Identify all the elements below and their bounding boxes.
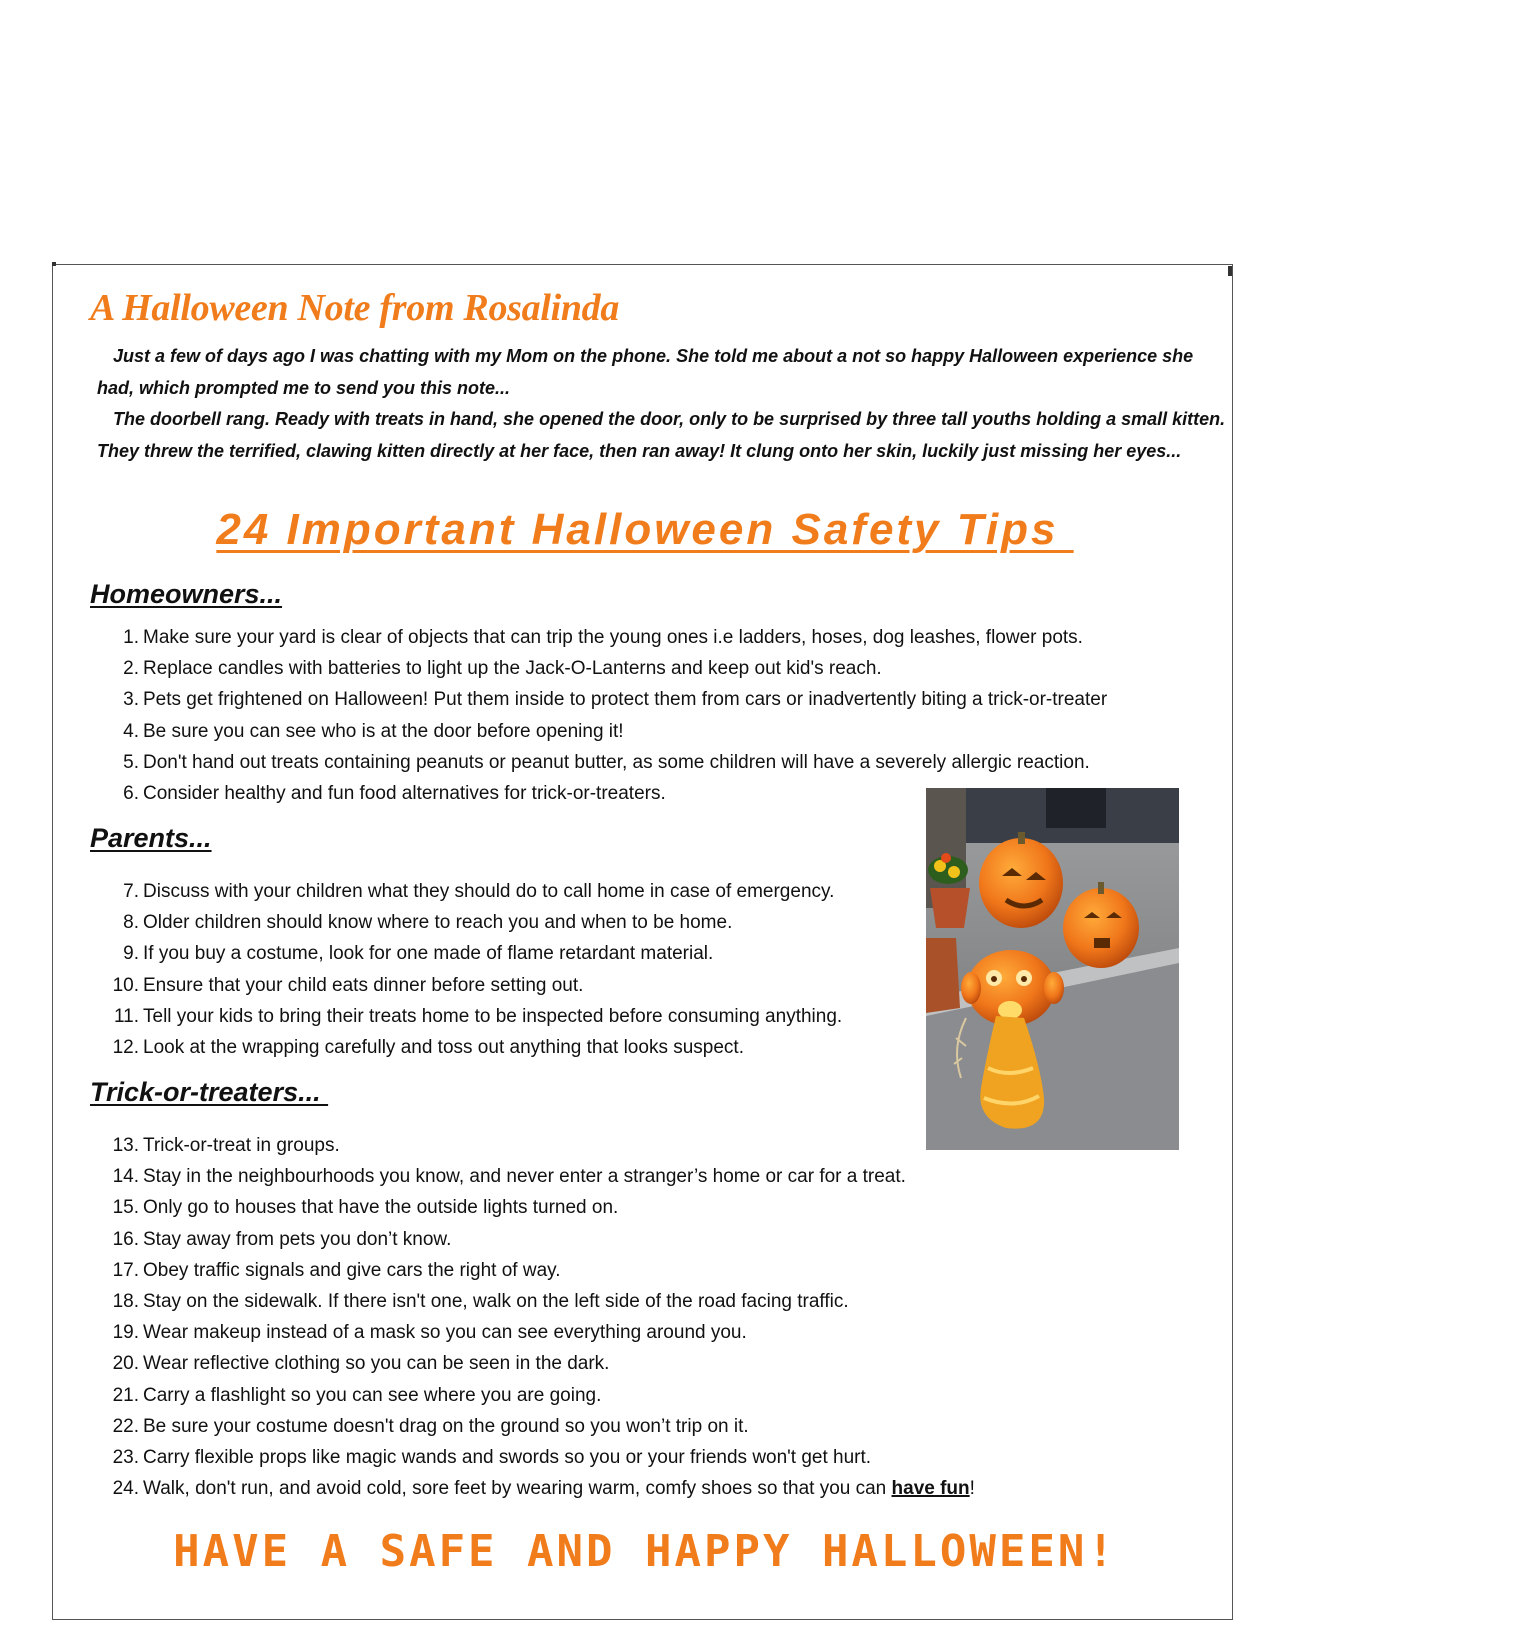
tip-item	[0, 653, 1225, 684]
tip-text: Don't hand out treats containing peanuts or peanut butter, as some children will have a severely allergic reaction.	[143, 751, 1090, 773]
tip-text: If you buy a costume, look for one made of flame retardant material.	[143, 943, 714, 965]
tip-text: Pets get frightened on Halloween! Put them inside to protect them from cars or inadvertently biting a trick-or-treater	[143, 689, 1108, 711]
tip-number: 9.	[123, 943, 139, 965]
tip-text: Replace candles with batteries to light up the Jack-O-Lanterns and keep out kid's reach.	[143, 658, 882, 680]
tip-item	[0, 1317, 1225, 1348]
tip-text: Walk, don't run, and avoid cold, sore feet by wearing warm, comfy shoes so that you can	[143, 1478, 892, 1500]
tip-number: 6.	[123, 783, 139, 805]
tip-item	[0, 1224, 1225, 1255]
tip-number: 8.	[123, 912, 139, 934]
tip-text: Stay on the sidewalk. If there isn't one, walk on the left side of the road facing traffic.	[143, 1291, 849, 1313]
tip-item	[0, 1380, 1225, 1411]
tip-number: 22.	[112, 1415, 139, 1437]
tips-list-trick-or-treaters	[0, 1130, 1225, 1504]
pumpkin-photo	[926, 788, 1179, 1150]
section-heading-trick-or-treaters: Trick-or-treaters...	[90, 1077, 329, 1107]
tip-number: 21.	[112, 1384, 139, 1406]
tip-item	[0, 1286, 1225, 1317]
tip-text: Look at the wrapping carefully and toss out anything that looks suspect.	[143, 1037, 744, 1059]
tip-text: Older children should know where to reach you and when to be home.	[143, 912, 733, 934]
tip-text: Carry a flashlight so you can see where you are going.	[143, 1384, 602, 1406]
tip-item	[0, 684, 1225, 715]
tip-text: Be sure you can see who is at the door before opening it!	[143, 720, 624, 742]
closing-banner: HAVE A SAFE AND HAPPY HALLOWEEN!	[173, 1526, 1117, 1577]
tips-list-homeowners	[0, 622, 1225, 809]
tip-text: Stay away from pets you don’t know.	[143, 1228, 452, 1250]
note-title: A Halloween Note from Rosalinda	[90, 287, 620, 329]
tip-number: 10.	[112, 974, 139, 996]
tip-number: 12.	[112, 1037, 139, 1059]
tip-item	[0, 716, 1225, 747]
tip-item	[0, 1442, 1225, 1473]
tip-number: 23.	[112, 1447, 139, 1469]
tip-item	[0, 1255, 1225, 1286]
tip-text: Tell your kids to bring their treats home to be inspected before consuming anything.	[143, 1005, 843, 1027]
tip-number: 5.	[123, 751, 139, 773]
tip-number: 18.	[112, 1291, 139, 1313]
tip-number: 16.	[112, 1228, 139, 1250]
tip-number: 7.	[123, 881, 139, 902]
tip-text: Wear reflective clothing so you can be seen in the dark.	[143, 1353, 610, 1375]
tip-number: 15.	[112, 1197, 139, 1219]
tip-number: 2.	[123, 658, 139, 680]
tip-number: 17.	[112, 1259, 139, 1281]
tip-text: Stay in the neighbourhoods you know, and never enter a stranger’s home or car for a treat.	[143, 1166, 906, 1188]
have-fun-emphasis: have fun	[891, 1478, 970, 1500]
tip-item	[0, 1192, 1225, 1223]
tip-text: Be sure your costume doesn't drag on the ground so you won’t trip on it.	[143, 1415, 749, 1437]
section-heading-parents: Parents...	[90, 823, 212, 853]
tip-number: 14.	[112, 1166, 139, 1188]
tip-text: Make sure your yard is clear of objects that can trip the young ones i.e ladders, hoses, dog leashes, flower pots.	[143, 627, 1083, 648]
tip-text: Carry flexible props like magic wands and swords so you or your friends won't get hurt.	[143, 1447, 872, 1469]
intro-text	[97, 341, 1227, 467]
tip-text: Ensure that your child eats dinner before setting out.	[143, 974, 584, 996]
tip-item	[0, 747, 1225, 778]
tip-text: Obey traffic signals and give cars the right of way.	[143, 1259, 561, 1281]
tip-item	[0, 1348, 1225, 1379]
tip-number: 11.	[113, 1005, 139, 1027]
tip-text: Discuss with your children what they should do to call home in case of emergency.	[143, 881, 835, 902]
tip-text: Consider healthy and fun food alternatives for trick-or-treaters.	[143, 783, 666, 805]
tip-text-end: !	[969, 1478, 975, 1500]
tip-text: Only go to houses that have the outside lights turned on.	[143, 1197, 619, 1219]
tip-item	[0, 1411, 1225, 1442]
tip-item	[0, 622, 1225, 653]
safety-tips-heading: 24 Important Halloween Safety Tips	[216, 505, 1074, 554]
tip-number: 24.	[112, 1478, 139, 1500]
tip-number: 4.	[123, 720, 139, 742]
frame-corner-mark	[1228, 266, 1232, 276]
tip-number: 20.	[112, 1353, 139, 1375]
intro-paragraph: The doorbell rang. Ready with treats in hand, she opened the door, only to be surprised by three tall youths holding a small kitten. They threw the terrified, clawing kitten directly at her face, then ran away! It clung onto her skin, luckily just missing her eyes...	[97, 409, 1226, 461]
tip-text: Trick-or-treat in groups.	[143, 1135, 340, 1156]
tip-number: 19.	[112, 1322, 139, 1344]
tip-item	[0, 1473, 1225, 1504]
tip-text: Wear makeup instead of a mask so you can see everything around you.	[143, 1322, 747, 1344]
intro-paragraph: Just a few of days ago I was chatting with my Mom on the phone. She told me about a not so happy Halloween experience she had, which prompted me to send you this note...	[97, 346, 1194, 398]
tip-number: 3.	[123, 689, 139, 711]
tip-number: 13.	[112, 1135, 139, 1156]
frame-corner-mark	[52, 262, 56, 266]
tip-number: 1.	[123, 627, 139, 648]
tip-item	[0, 1161, 1225, 1192]
section-heading-homeowners: Homeowners...	[90, 579, 283, 609]
